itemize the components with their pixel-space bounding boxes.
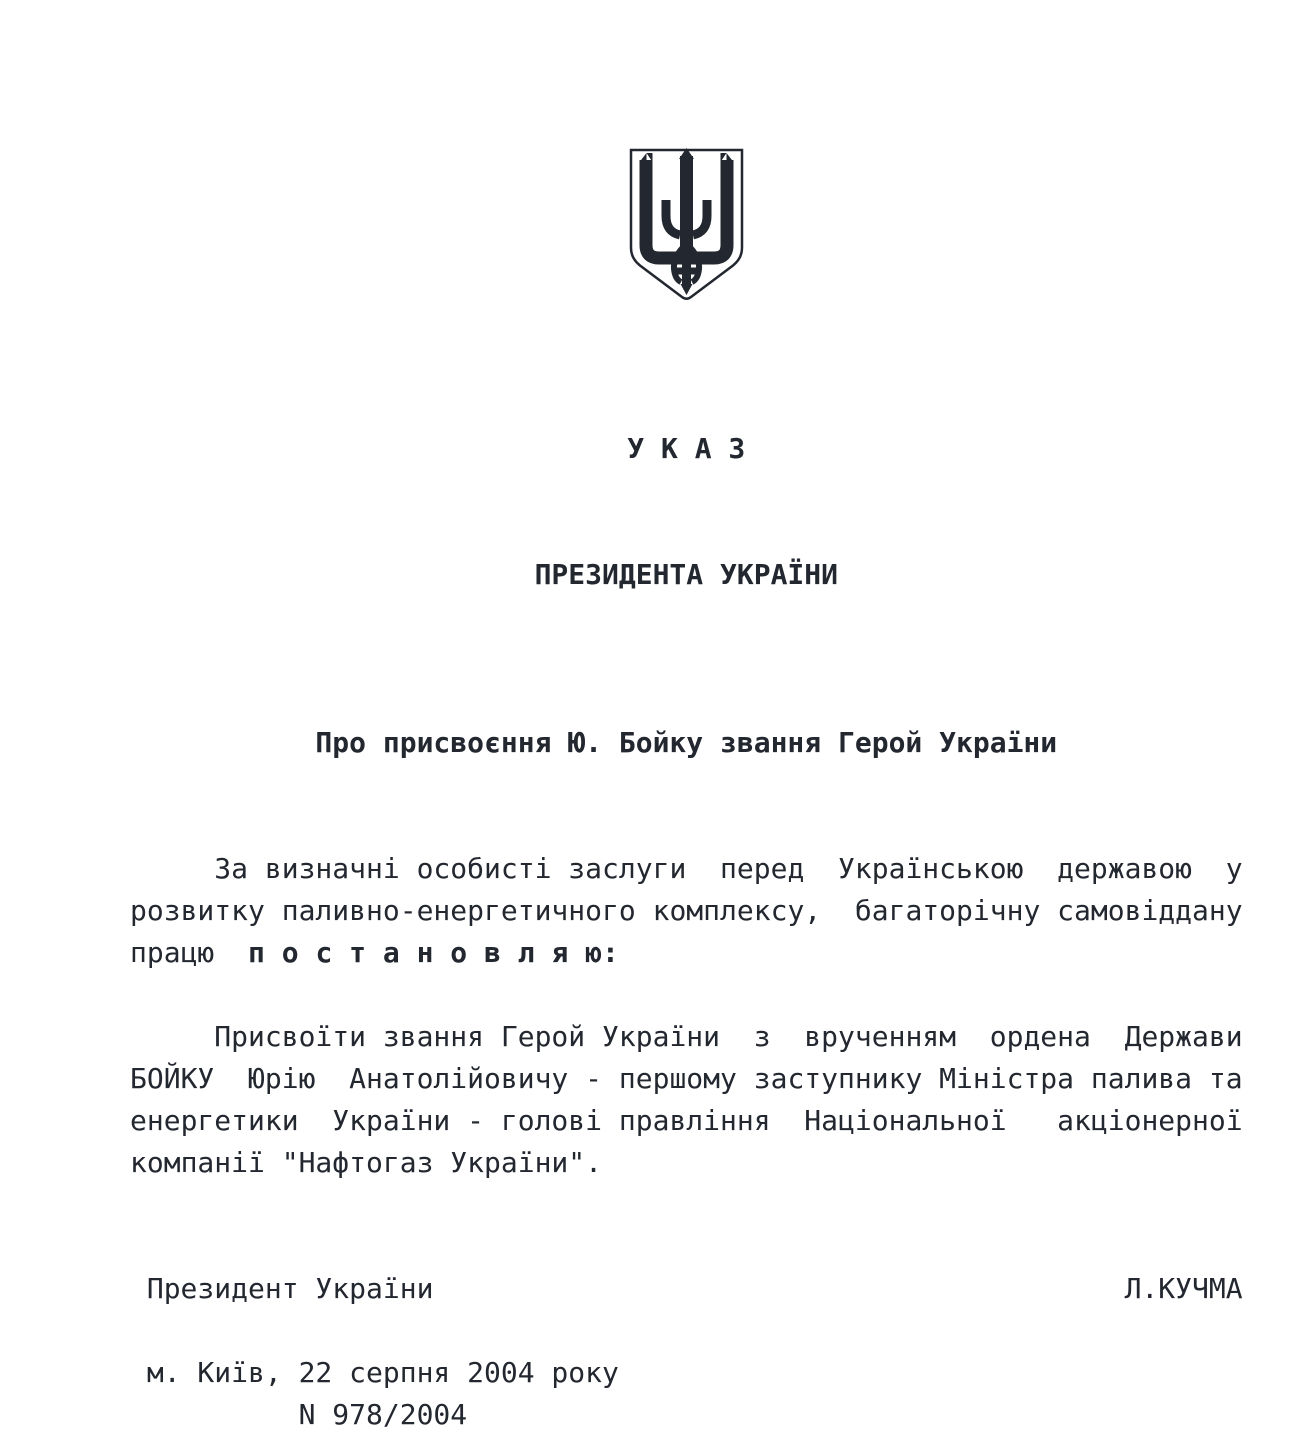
paragraph-line: компанії "Нафтогаз України". — [130, 1146, 603, 1179]
paragraph-line: енергетики України - голові правління Національної акціонерної — [130, 1104, 1243, 1137]
signature-row — [130, 1268, 1243, 1310]
emblem-container — [130, 148, 1243, 303]
paragraph-line: БОЙКУ Юрію Анатолійовичу - першому заступнику Міністра палива та — [130, 1062, 1243, 1095]
paragraph-line-resolve — [130, 932, 1243, 974]
decree-heading — [130, 344, 1243, 680]
decree-title: Про присвоєння Ю. Бойку звання Герой України — [315, 726, 1058, 759]
heading-line-ukaz: У К А З — [627, 432, 746, 465]
document-content — [130, 148, 1243, 1436]
paragraph-line: Присвоїти звання Герой України з врученням ордена Держави — [130, 1020, 1243, 1053]
resolve-word-bold: п о с т а н о в л я ю: — [248, 936, 619, 969]
paragraph-line: розвитку паливно-енергетичного комплексу, багаторічну самовіддану — [130, 894, 1243, 927]
signer-name: Л.КУЧМА — [1124, 1272, 1243, 1305]
paragraph-resolution — [130, 1016, 1243, 1184]
document-footer — [130, 1352, 1243, 1436]
paragraph-line: За визначні особисті заслуги перед Українською державою у — [130, 852, 1243, 885]
decree-number-line: N 978/2004 — [130, 1398, 468, 1431]
paragraph-preamble — [130, 848, 1243, 974]
heading-line-president: ПРЕЗИДЕНТА УКРАЇНИ — [534, 558, 838, 591]
resolve-prefix: працю — [130, 936, 249, 969]
place-date-line: м. Київ, 22 серпня 2004 року — [130, 1356, 619, 1389]
signer-role: Президент України — [146, 1272, 434, 1305]
ukraine-trident-emblem-icon — [629, 148, 744, 303]
